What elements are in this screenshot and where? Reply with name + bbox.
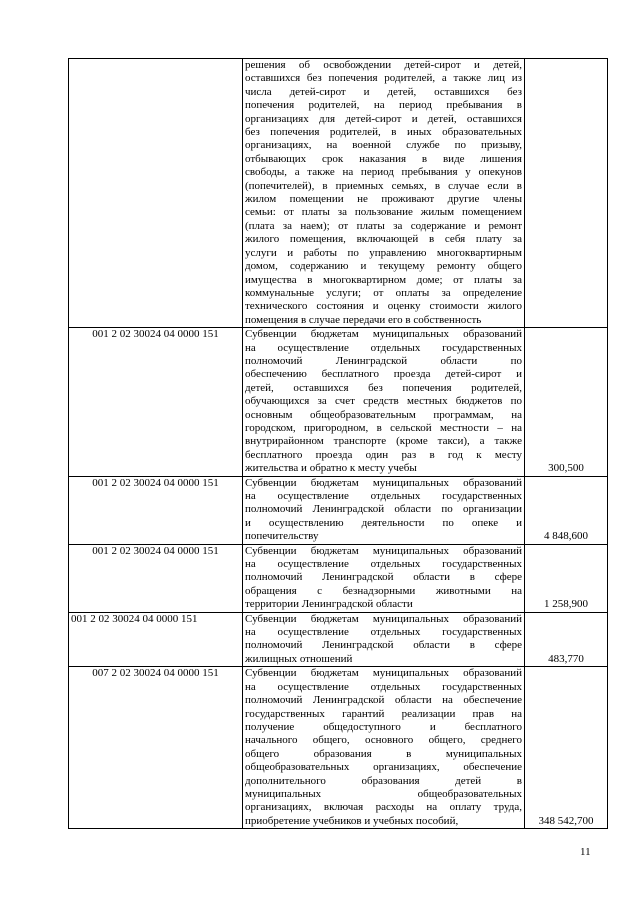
budget-code-cell: 001 2 02 30024 04 0000 151: [69, 612, 243, 667]
budget-code-cell: 001 2 02 30024 04 0000 151: [69, 476, 243, 544]
description-line: имущества в многоквартирном доме; от платы за: [245, 273, 522, 286]
budget-code-cell: 001 2 02 30024 04 0000 151: [69, 328, 243, 476]
description-line: организациях, на военной службе по призыву,: [245, 139, 522, 152]
description-line: жилого помещения, включающей в себя плату за: [245, 233, 522, 246]
description-line: начального общего, основного общего, среднего: [245, 734, 522, 747]
table-row: [69, 612, 608, 667]
description-line: попечения родителей, на период пребывания в: [245, 99, 522, 112]
budget-code-cell: 007 2 02 30024 04 0000 151: [69, 667, 243, 829]
description-line: помещения в случае передачи его в собственность: [245, 313, 482, 326]
description-line: обращения с безнадзорными животными на: [245, 584, 522, 597]
budget-code-cell: 001 2 02 30024 04 0000 151: [69, 544, 243, 612]
description-line: городском, пригородном, в сельской местности – на: [245, 421, 522, 434]
description-line: и осуществлению деятельности по опеке и: [245, 516, 522, 529]
description-line: организациях для детей-сирот и детей, оставшихся: [245, 112, 522, 125]
description-line: жилищных отношений: [245, 652, 353, 665]
description-line: организациях, включая расходы на оплату труда,: [245, 801, 522, 814]
description-line: на осуществление отдельных государственных: [245, 341, 522, 354]
description-line: жилом помещении не проживают другие члены: [245, 193, 522, 206]
description-line: государственных гарантий реализации прав на: [245, 707, 522, 720]
table-row: [69, 59, 608, 328]
description-line: на осуществление отдельных государственных: [245, 680, 522, 693]
description-cell: [243, 476, 525, 544]
description-line: бесплатного проезда один раз в год к месту: [245, 448, 522, 461]
budget-code-cell: [69, 59, 243, 328]
amount-cell: 4 848,600: [525, 476, 608, 544]
amount-cell: 300,500: [525, 328, 608, 476]
description-line: на осуществление отдельных государственных: [245, 558, 522, 571]
description-line: общеобразовательных организациях, обеспечение: [245, 761, 522, 774]
description-line: решения об освобождении детей-сирот и детей,: [245, 59, 522, 71]
description-line: без попечения родителей, в иных образовательных: [245, 126, 522, 139]
description-line: получение общедоступного и бесплатного: [245, 720, 522, 733]
description-line: полномочий Ленинградской области по: [245, 354, 522, 367]
description-line: Субвенции бюджетам муниципальных образований: [245, 328, 522, 341]
amount-cell: [525, 59, 608, 328]
description-line: Субвенции бюджетам муниципальных образований: [245, 476, 522, 489]
table-row: [69, 667, 608, 829]
description-line: (плата за наем); от платы за содержание и ремонт: [245, 219, 522, 232]
description-line: приобретение учебников и учебных пособий,: [245, 814, 459, 827]
description-line: отбывающих срок наказания в виде лишения: [245, 152, 522, 165]
description-cell: [243, 544, 525, 612]
description-line: на осуществление отдельных государственных: [245, 626, 522, 639]
description-line: семьи: от платы за пользование жилым помещением: [245, 206, 522, 219]
description-line: жительства и обратно к месту учебы: [245, 462, 417, 475]
description-line: свободы, а также на период пребывания у опекунов: [245, 166, 522, 179]
description-line: общего образования в муниципальных: [245, 747, 522, 760]
description-line: услуги и работы по управлению многоквартирным: [245, 246, 522, 259]
description-line: на осуществление отдельных государственных: [245, 490, 522, 502]
revenue-table: [68, 58, 608, 829]
description-line: муниципальных общеобразовательных: [245, 787, 522, 800]
table-row: [69, 544, 608, 612]
amount-cell: 1 258,900: [525, 544, 608, 612]
description-line: оставшихся без попечения родителей, а также лиц из: [245, 72, 522, 85]
page-number: 11: [580, 846, 591, 858]
description-cell: [243, 667, 525, 829]
description-cell: [243, 59, 525, 328]
description-line: технического состояния и оценку стоимости жилого: [245, 300, 522, 313]
description-line: полномочий Ленинградской области по организации: [245, 503, 522, 516]
description-line: детей, оставшихся без попечения родителей,: [245, 381, 522, 394]
description-line: полномочий Ленинградской области в сфере: [245, 639, 522, 652]
description-line: (попечителей), в приемных семьях, в случае если в: [245, 179, 522, 192]
description-line: обучающихся за счет средств местных бюджетов по: [245, 395, 522, 408]
description-line: внутрирайонном транспорте (кроме такси), а также: [245, 435, 522, 448]
amount-cell: 348 542,700: [525, 667, 608, 829]
description-cell: [243, 328, 525, 476]
description-line: полномочий Ленинградской области в сфере: [245, 571, 522, 584]
description-line: основным общеобразовательным программам, на: [245, 408, 522, 421]
description-line: числа детей-сирот и детей, оставшихся без: [245, 85, 522, 98]
table-row: [69, 328, 608, 476]
description-line: домом, содержанию и текущему ремонту общего: [245, 260, 522, 273]
description-line: коммунальные услуги; от оплаты за определение: [245, 286, 522, 299]
description-line: Субвенции бюджетам муниципальных образований: [245, 667, 522, 680]
description-line: обеспечению бесплатного проезда детей-сирот и: [245, 368, 522, 381]
amount-cell: 483,770: [525, 612, 608, 667]
description-line: Субвенции бюджетам муниципальных образований: [245, 612, 522, 625]
table-row: [69, 476, 608, 544]
description-cell: [243, 612, 525, 667]
description-line: полномочий Ленинградской области на обеспечение: [245, 694, 522, 707]
description-line: попечительству: [245, 530, 319, 543]
description-line: территории Ленинградской области: [245, 598, 413, 611]
description-line: дополнительного образования детей в: [245, 774, 522, 787]
description-line: Субвенции бюджетам муниципальных образований: [245, 544, 522, 557]
